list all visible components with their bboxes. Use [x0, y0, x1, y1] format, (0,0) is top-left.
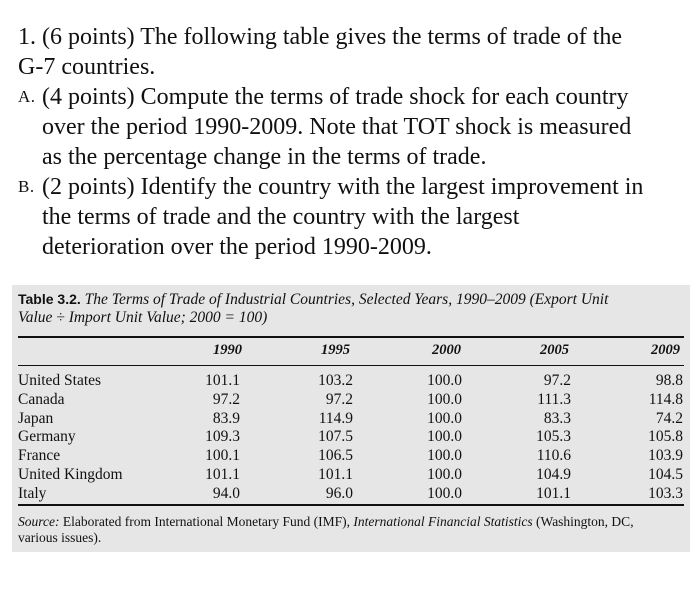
table-cell: 111.3	[537, 390, 571, 408]
table-bottom-rule	[18, 504, 684, 506]
table-cell: 104.5	[648, 465, 683, 483]
source-label: Source:	[18, 514, 60, 529]
table-image	[12, 285, 690, 552]
values-column-1995	[293, 372, 353, 504]
part-b	[18, 172, 688, 262]
table-cell: 103.2	[318, 372, 353, 389]
table-cell: 83.9	[212, 409, 240, 427]
part-a-line: (4 points) Compute the terms of trade shock for each country	[42, 84, 629, 110]
country-label: Germany	[18, 428, 76, 446]
table-cell: 97.2	[543, 372, 571, 389]
table-cell: 94.0	[212, 484, 240, 502]
table-cell: 101.1	[205, 372, 240, 389]
source-publication: International Financial Statistics	[353, 514, 533, 529]
table-title: Value ÷ Import Unit Value; 2000 = 100)	[18, 309, 268, 326]
table-cell: 98.8	[655, 372, 683, 389]
part-a-letter: A.	[18, 87, 36, 106]
table-cell: 106.5	[318, 447, 353, 465]
part-a-line: as the percentage change in the terms of trade.	[42, 144, 487, 170]
table-source-note	[18, 514, 686, 546]
question-text	[18, 22, 688, 262]
country-label: United States	[18, 372, 102, 389]
table-cell: 105.3	[536, 428, 571, 446]
table-cell: 100.1	[205, 447, 240, 465]
source-text: various issues).	[18, 530, 102, 545]
table-cell: 114.9	[318, 409, 353, 427]
column-header-1995: 1995	[321, 342, 350, 358]
table-cell: 104.9	[536, 465, 571, 483]
country-label: Japan	[18, 409, 54, 427]
values-column-2000	[402, 372, 462, 504]
question-line: G-7 countries.	[18, 54, 156, 80]
table-cell: 100.0	[427, 428, 462, 446]
part-b-line: (2 points) Identify the country with the largest improvement in	[42, 174, 644, 200]
part-a-line: over the period 1990-2009. Note that TOT shock is measured	[42, 114, 632, 140]
country-column	[18, 372, 123, 504]
country-label: Canada	[18, 390, 65, 408]
table-cell: 114.8	[648, 390, 683, 408]
country-label: Italy	[18, 484, 47, 502]
part-b-line: deterioration over the period 1990-2009.	[42, 234, 432, 260]
table-cell: 97.2	[325, 390, 353, 408]
table-top-rule	[18, 336, 684, 338]
table-label: Table 3.2.	[18, 291, 81, 307]
source-text: Elaborated from International Monetary Fund (IMF),	[59, 514, 354, 529]
table-cell: 101.1	[318, 465, 353, 483]
table-cell: 100.0	[427, 409, 462, 427]
part-b-line: the terms of trade and the country with the largest	[42, 204, 520, 230]
table-cell: 110.6	[536, 447, 571, 465]
values-column-2005	[511, 372, 571, 504]
country-label: United Kingdom	[18, 465, 123, 483]
part-b-letter: B.	[18, 177, 35, 196]
column-header-2005: 2005	[540, 342, 569, 358]
table-cell: 101.1	[536, 484, 571, 502]
table-cell: 100.0	[427, 484, 462, 502]
table-cell: 103.9	[648, 447, 683, 465]
values-column-1990	[180, 372, 240, 504]
table-title: The Terms of Trade of Industrial Countries, Selected Years, 1990–2009 (Export Unit	[84, 291, 609, 308]
values-column-2009	[623, 372, 683, 504]
table-cell: 96.0	[325, 484, 353, 502]
table-cell: 74.2	[655, 409, 683, 427]
table-cell: 83.3	[543, 409, 571, 427]
column-header-2000: 2000	[432, 342, 461, 358]
source-text: (Washington, DC,	[532, 514, 634, 529]
part-a	[18, 82, 688, 172]
table-header-rule	[18, 365, 684, 366]
column-header-1990: 1990	[213, 342, 242, 358]
table-cell: 100.0	[427, 390, 462, 408]
country-label: France	[18, 447, 61, 465]
table-cell: 100.0	[427, 465, 462, 483]
table-cell: 103.3	[648, 484, 683, 502]
question-line: 1. (6 points) The following table gives the terms of trade of the	[18, 24, 623, 50]
table-cell: 100.0	[427, 447, 462, 465]
table-cell: 100.0	[427, 372, 462, 389]
table-cell: 107.5	[318, 428, 353, 446]
table-caption	[18, 290, 684, 327]
column-header-2009: 2009	[651, 342, 680, 358]
table-cell: 97.2	[212, 390, 240, 408]
table-cell: 101.1	[205, 465, 240, 483]
table-cell: 105.8	[648, 428, 683, 446]
table-cell: 109.3	[205, 428, 240, 446]
